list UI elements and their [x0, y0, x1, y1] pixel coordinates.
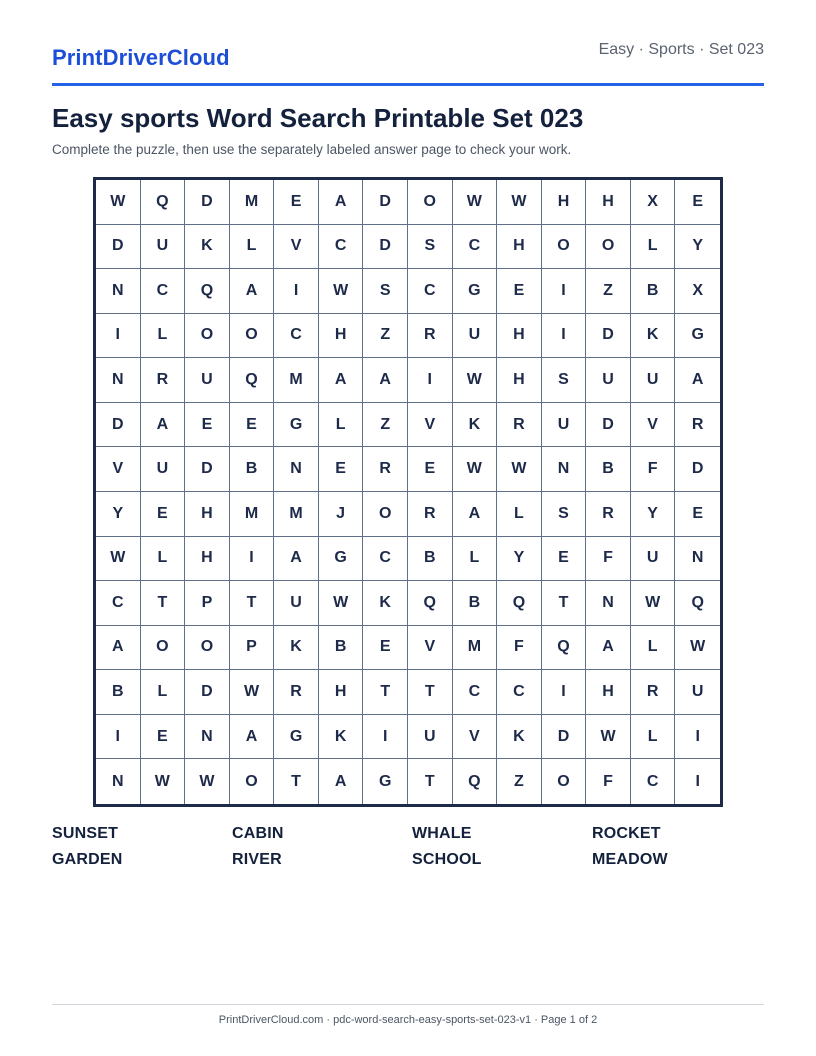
word-list-item: SUNSET [52, 825, 119, 842]
grid-cell: T [141, 581, 186, 626]
grid-cell: L [141, 537, 186, 582]
grid-cell: U [542, 403, 587, 448]
grid-cell: D [586, 314, 631, 359]
grid-cell: C [631, 759, 676, 804]
grid-cell: P [185, 581, 230, 626]
breadcrumb: Easy · Sports · Set 023 [598, 41, 764, 58]
grid-cell: C [453, 670, 498, 715]
grid-cell: G [675, 314, 720, 359]
grid-cell: F [497, 626, 542, 671]
grid-cell: A [319, 358, 364, 403]
grid-cell: H [185, 537, 230, 582]
grid-cell: H [319, 670, 364, 715]
grid-cell: T [363, 670, 408, 715]
grid-cell: W [185, 759, 230, 804]
grid-cell: W [230, 670, 275, 715]
grid-cell: C [96, 581, 141, 626]
grid-cell: W [96, 180, 141, 225]
grid-cell: D [96, 225, 141, 270]
grid-cell: U [141, 225, 186, 270]
grid-cell: T [542, 581, 587, 626]
grid-cell: E [408, 447, 453, 492]
grid-cell: N [675, 537, 720, 582]
grid-cell: B [230, 447, 275, 492]
grid-cell: S [542, 492, 587, 537]
grid-cell: Q [453, 759, 498, 804]
grid-cell: D [185, 447, 230, 492]
grid-cell: W [319, 269, 364, 314]
grid-cell: U [453, 314, 498, 359]
grid-cell: C [453, 225, 498, 270]
grid-cell: D [586, 403, 631, 448]
grid-cell: H [586, 670, 631, 715]
grid-cell: Z [363, 314, 408, 359]
grid-cell: A [230, 715, 275, 760]
grid-cell: W [586, 715, 631, 760]
word-list-item: ROCKET [592, 825, 661, 842]
grid-cell: V [631, 403, 676, 448]
grid-cell: S [408, 225, 453, 270]
grid-cell: A [96, 626, 141, 671]
grid-cell: W [453, 447, 498, 492]
grid-cell: N [274, 447, 319, 492]
grid-cell: S [363, 269, 408, 314]
grid-cell: P [230, 626, 275, 671]
grid-cell: D [185, 670, 230, 715]
grid-cell: W [96, 537, 141, 582]
grid-cell: Q [141, 180, 186, 225]
grid-cell: E [542, 537, 587, 582]
grid-cell: A [274, 537, 319, 582]
grid-cell: H [542, 180, 587, 225]
grid-cell: K [319, 715, 364, 760]
grid-cell: I [96, 715, 141, 760]
grid-cell: H [497, 358, 542, 403]
grid-cell: B [96, 670, 141, 715]
grid-cell: G [453, 269, 498, 314]
grid-cell: R [631, 670, 676, 715]
grid-cell: U [586, 358, 631, 403]
grid-cell: V [453, 715, 498, 760]
grid-cell: G [274, 715, 319, 760]
grid-cell: W [319, 581, 364, 626]
word-list-item: SCHOOL [412, 851, 482, 868]
grid-cell: B [631, 269, 676, 314]
brand-logo[interactable]: PrintDriverCloud [52, 45, 230, 70]
grid-cell: U [185, 358, 230, 403]
grid-cell: D [185, 180, 230, 225]
grid-cell: W [453, 180, 498, 225]
grid-cell: C [363, 537, 408, 582]
grid-cell: V [408, 626, 453, 671]
grid-cell: U [141, 447, 186, 492]
word-list-item: RIVER [232, 851, 282, 868]
grid-cell: O [363, 492, 408, 537]
grid-cell: N [586, 581, 631, 626]
grid-cell: O [185, 314, 230, 359]
grid-cell: G [319, 537, 364, 582]
grid-cell: F [586, 759, 631, 804]
grid-cell: R [141, 358, 186, 403]
grid-cell: S [542, 358, 587, 403]
grid-cell: X [631, 180, 676, 225]
grid-cell: K [185, 225, 230, 270]
grid-cell: D [363, 225, 408, 270]
grid-cell: W [675, 626, 720, 671]
grid-cell: L [453, 537, 498, 582]
grid-cell: V [96, 447, 141, 492]
grid-cell: Q [230, 358, 275, 403]
grid-cell: L [319, 403, 364, 448]
grid-cell: E [363, 626, 408, 671]
grid-cell: O [542, 759, 587, 804]
grid-cell: K [497, 715, 542, 760]
grid-cell: B [408, 537, 453, 582]
grid-cell: L [631, 225, 676, 270]
grid-cell: O [586, 225, 631, 270]
grid-cell: Q [497, 581, 542, 626]
grid-cell: R [675, 403, 720, 448]
grid-cell: Y [675, 225, 720, 270]
grid-cell: W [497, 180, 542, 225]
grid-cell: E [675, 492, 720, 537]
grid-cell: A [363, 358, 408, 403]
grid-cell: C [274, 314, 319, 359]
grid-cell: U [631, 358, 676, 403]
word-search-grid [93, 177, 723, 807]
grid-cell: A [586, 626, 631, 671]
grid-cell: E [675, 180, 720, 225]
grid-cell: C [408, 269, 453, 314]
grid-cell: B [319, 626, 364, 671]
grid-cell: M [274, 492, 319, 537]
grid-cell: B [453, 581, 498, 626]
grid-cell: B [586, 447, 631, 492]
grid-cell: Q [675, 581, 720, 626]
grid-cell: X [675, 269, 720, 314]
grid-cell: H [586, 180, 631, 225]
grid-cell: Q [542, 626, 587, 671]
grid-cell: T [230, 581, 275, 626]
grid-cell: I [542, 670, 587, 715]
grid-cell: A [230, 269, 275, 314]
word-list-item: CABIN [232, 825, 284, 842]
page-footer: PrintDriverCloud.com · pdc-word-search-easy-sports-set-023-v1 · Page 1 of 2 [52, 1004, 764, 1026]
grid-cell: W [497, 447, 542, 492]
page-title: Easy sports Word Search Printable Set 023 [52, 103, 584, 133]
grid-cell: I [542, 314, 587, 359]
word-list [52, 825, 772, 869]
grid-cell: O [542, 225, 587, 270]
grid-cell: I [408, 358, 453, 403]
grid-cell: Q [408, 581, 453, 626]
grid-cell: E [185, 403, 230, 448]
grid-cell: Y [631, 492, 676, 537]
grid-cell: T [408, 670, 453, 715]
grid-cell: T [274, 759, 319, 804]
grid-cell: W [453, 358, 498, 403]
grid-cell: M [453, 626, 498, 671]
grid-cell: N [542, 447, 587, 492]
grid-cell: A [319, 180, 364, 225]
grid-cell: C [141, 269, 186, 314]
grid-cell: T [408, 759, 453, 804]
grid-cell: R [586, 492, 631, 537]
grid-cell: R [363, 447, 408, 492]
grid-cell: I [230, 537, 275, 582]
grid-cell: Q [185, 269, 230, 314]
grid-cell: H [185, 492, 230, 537]
grid-cell: O [230, 314, 275, 359]
grid-cell: E [497, 269, 542, 314]
grid-cell: O [230, 759, 275, 804]
grid-cell: N [96, 759, 141, 804]
grid-cell: H [319, 314, 364, 359]
grid-cell: E [319, 447, 364, 492]
word-list-item: GARDEN [52, 851, 123, 868]
grid-cell: U [408, 715, 453, 760]
grid-cell: L [230, 225, 275, 270]
grid-cell: I [542, 269, 587, 314]
grid-cell: A [319, 759, 364, 804]
grid-cell: I [695, 772, 700, 790]
grid-cell: E [141, 492, 186, 537]
grid-cell: V [408, 403, 453, 448]
grid-cell: Y [497, 537, 542, 582]
grid-cell: H [497, 225, 542, 270]
grid-cell: E [274, 180, 319, 225]
grid-cell: R [274, 670, 319, 715]
grid-cell: D [542, 715, 587, 760]
grid-cell: J [319, 492, 364, 537]
grid-cell: D [96, 403, 141, 448]
grid-cell: N [185, 715, 230, 760]
grid-cell: L [141, 670, 186, 715]
grid-cell: A [453, 492, 498, 537]
grid-cell: E [230, 403, 275, 448]
grid-cell: I [363, 715, 408, 760]
grid-cell: M [274, 358, 319, 403]
grid-cell: L [631, 715, 676, 760]
word-list-item: MEADOW [592, 851, 668, 868]
grid-cell: O [408, 180, 453, 225]
page-header [52, 36, 764, 86]
grid-cell: C [319, 225, 364, 270]
grid-cell: Z [363, 403, 408, 448]
grid-cell: M [230, 180, 275, 225]
grid-cell: K [274, 626, 319, 671]
grid-cell: W [631, 581, 676, 626]
page-subtitle: Complete the puzzle, then use the separately labeled answer page to check your work. [52, 142, 572, 157]
grid-cell: I [274, 269, 319, 314]
grid-cell: N [96, 358, 141, 403]
grid-cell: Z [497, 759, 542, 804]
grid-cell: O [141, 626, 186, 671]
grid-cell: K [363, 581, 408, 626]
grid-cell: F [631, 447, 676, 492]
grid-cell: G [274, 403, 319, 448]
grid-cell: E [141, 715, 186, 760]
grid-cell: K [453, 403, 498, 448]
grid-cell: R [408, 492, 453, 537]
grid-cell: L [497, 492, 542, 537]
grid-cell: Y [96, 492, 141, 537]
grid-cell: F [586, 537, 631, 582]
grid-cell: G [363, 759, 408, 804]
grid-cell: N [96, 269, 141, 314]
grid-cell: U [631, 537, 676, 582]
grid-cell: R [497, 403, 542, 448]
grid-cell: L [141, 314, 186, 359]
grid-cell: Z [586, 269, 631, 314]
grid-cell: U [675, 670, 720, 715]
grid-cell: C [497, 670, 542, 715]
grid-cell: R [408, 314, 453, 359]
word-list-item: WHALE [412, 825, 472, 842]
grid-cell: D [675, 447, 720, 492]
grid-cell: D [363, 180, 408, 225]
grid-cell: I [96, 314, 141, 359]
grid-cell: O [185, 626, 230, 671]
grid-cell: V [274, 225, 319, 270]
grid-cell: A [141, 403, 186, 448]
grid-cell: H [497, 314, 542, 359]
grid-cell: K [631, 314, 676, 359]
grid-cell: W [141, 759, 186, 804]
grid-cell: I [675, 715, 720, 760]
grid-cell: U [274, 581, 319, 626]
grid-cell: A [675, 358, 720, 403]
grid-cell: L [631, 626, 676, 671]
grid-cell: M [230, 492, 275, 537]
